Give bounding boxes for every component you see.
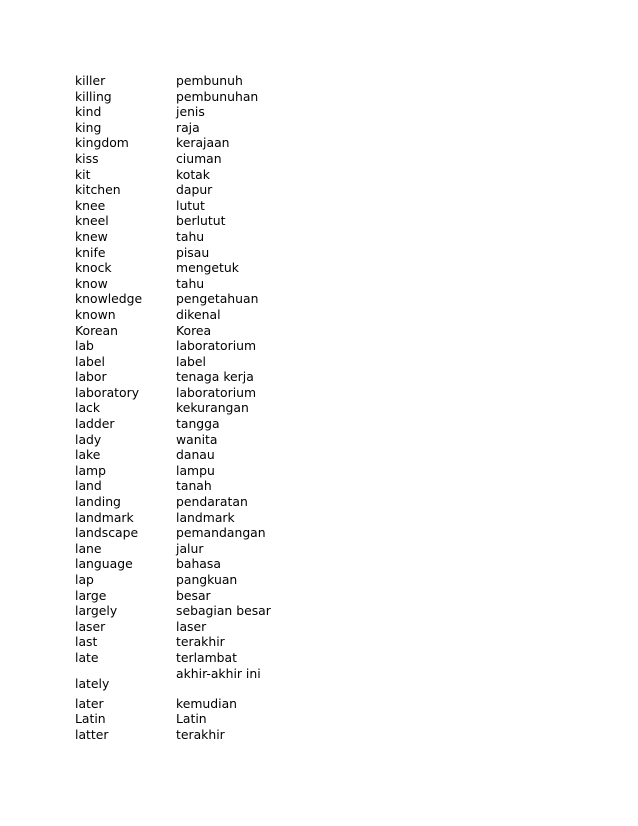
english-word: last	[75, 634, 98, 650]
english-word: landing	[75, 494, 121, 510]
vocab-row	[75, 541, 375, 557]
indonesian-translation: label	[176, 353, 206, 369]
indonesian-translation: tenaga kerja	[176, 369, 254, 385]
indonesian-translation: jalur	[176, 540, 204, 556]
indonesian-translation: Korea	[176, 322, 212, 338]
english-word: largely	[75, 603, 118, 619]
vocab-row	[75, 104, 375, 120]
vocab-row	[75, 369, 375, 385]
english-word: land	[75, 478, 102, 494]
vocab-row	[75, 494, 375, 510]
english-word: lately	[75, 675, 110, 691]
indonesian-translation: lutut	[176, 197, 205, 213]
english-word: landmark	[75, 509, 134, 525]
vocab-row	[75, 229, 375, 245]
indonesian-translation: pemandangan	[176, 525, 266, 541]
english-word: knee	[75, 197, 106, 213]
vocab-row	[75, 711, 375, 727]
indonesian-translation: besar	[176, 587, 211, 603]
vocab-row	[75, 572, 375, 588]
indonesian-translation: lampu	[176, 462, 215, 478]
indonesian-translation: raja	[176, 119, 200, 135]
vocab-row	[75, 525, 375, 541]
indonesian-translation: laser	[176, 618, 207, 634]
english-word: laboratory	[75, 384, 140, 400]
english-word: kneel	[75, 213, 109, 229]
indonesian-translation: danau	[176, 447, 215, 463]
vocab-row	[75, 619, 375, 635]
english-word: lane	[75, 540, 102, 556]
vocab-row	[75, 354, 375, 370]
vocab-row	[75, 323, 375, 339]
vocab-row	[75, 120, 375, 136]
english-word: kind	[75, 104, 102, 120]
english-word: kiss	[75, 150, 99, 166]
vocab-row	[75, 400, 375, 416]
indonesian-translation: kemudian	[176, 695, 238, 711]
english-word: language	[75, 556, 133, 572]
english-word: knife	[75, 244, 106, 260]
english-word: lamp	[75, 462, 106, 478]
vocab-row	[75, 603, 375, 619]
vocab-row	[75, 245, 375, 261]
vocab-row	[75, 588, 375, 604]
english-word: king	[75, 119, 102, 135]
english-word: killing	[75, 88, 112, 104]
vocab-row	[75, 463, 375, 479]
indonesian-translation: tahu	[176, 275, 205, 291]
vocab-row	[75, 338, 375, 354]
vocab-row	[75, 727, 375, 743]
english-word: know	[75, 275, 108, 291]
indonesian-translation: berlutut	[176, 213, 226, 229]
vocab-row	[75, 478, 375, 494]
english-word: lap	[75, 572, 94, 587]
indonesian-translation: dikenal	[176, 306, 221, 322]
english-word: knew	[75, 228, 108, 244]
indonesian-translation: wanita	[176, 431, 218, 447]
vocab-row	[75, 634, 375, 650]
vocab-row	[75, 291, 375, 307]
english-word: kit	[75, 166, 91, 182]
english-word: labor	[75, 369, 107, 385]
english-word: known	[75, 306, 116, 322]
indonesian-translation: terakhir	[176, 634, 225, 650]
indonesian-translation: laboratorium	[176, 338, 257, 354]
indonesian-translation: jenis	[176, 104, 205, 120]
vocab-row	[75, 89, 375, 105]
indonesian-translation: terakhir	[176, 726, 225, 742]
indonesian-translation: laboratorium	[176, 384, 257, 400]
english-word: landscape	[75, 525, 139, 541]
vocab-row	[75, 198, 375, 214]
vocab-row	[75, 213, 375, 229]
vocab-row	[75, 432, 375, 448]
english-word: kitchen	[75, 182, 121, 198]
english-word: lack	[75, 400, 101, 416]
vocab-row	[75, 135, 375, 151]
indonesian-translation: pembunuhan	[176, 88, 259, 104]
vocab-row	[75, 151, 375, 167]
vocab-row	[75, 556, 375, 572]
vocab-row	[75, 447, 375, 463]
english-word: ladder	[75, 416, 115, 432]
vocab-row	[75, 182, 375, 198]
indonesian-translation: akhir-akhir ini	[176, 665, 261, 681]
english-word: later	[75, 695, 104, 711]
english-word: knowledge	[75, 291, 143, 307]
english-word: large	[75, 587, 107, 603]
vocab-row	[75, 260, 375, 276]
english-word: killer	[75, 73, 106, 88]
english-word: laser	[75, 618, 106, 634]
indonesian-translation: pembunuh	[176, 73, 243, 88]
indonesian-translation: pengetahuan	[176, 291, 259, 307]
vocab-row	[75, 666, 375, 696]
english-word: Korean	[75, 322, 118, 338]
vocab-row	[75, 73, 375, 89]
indonesian-translation: landmark	[176, 509, 235, 525]
english-word: label	[75, 353, 105, 369]
vocab-row	[75, 696, 375, 712]
english-word: Latin	[75, 711, 106, 727]
english-word: lady	[75, 431, 102, 447]
vocab-row	[75, 167, 375, 183]
english-word: late	[75, 649, 99, 665]
english-word: lab	[75, 338, 94, 354]
indonesian-translation: kekurangan	[176, 400, 249, 416]
indonesian-translation: terlambat	[176, 649, 237, 665]
english-word: kingdom	[75, 135, 129, 151]
english-word: knock	[75, 260, 112, 276]
indonesian-translation: pendaratan	[176, 494, 248, 510]
english-word: lake	[75, 447, 101, 463]
vocab-row	[75, 385, 375, 401]
indonesian-translation: bahasa	[176, 556, 221, 572]
indonesian-translation: mengetuk	[176, 260, 239, 276]
vocabulary-list	[75, 73, 375, 742]
indonesian-translation: kerajaan	[176, 135, 230, 151]
indonesian-translation: Latin	[176, 711, 207, 727]
vocab-row	[75, 416, 375, 432]
indonesian-translation: tanah	[176, 478, 212, 494]
indonesian-translation: tahu	[176, 228, 205, 244]
vocab-row	[75, 276, 375, 292]
indonesian-translation: kotak	[176, 166, 210, 182]
indonesian-translation: pangkuan	[176, 572, 238, 587]
vocab-row	[75, 510, 375, 526]
indonesian-translation: ciuman	[176, 150, 222, 166]
vocab-row	[75, 307, 375, 323]
indonesian-translation: tangga	[176, 416, 220, 432]
indonesian-translation: dapur	[176, 182, 213, 198]
vocab-row	[75, 650, 375, 666]
indonesian-translation: sebagian besar	[176, 603, 271, 619]
english-word: latter	[75, 726, 109, 742]
indonesian-translation: pisau	[176, 244, 210, 260]
